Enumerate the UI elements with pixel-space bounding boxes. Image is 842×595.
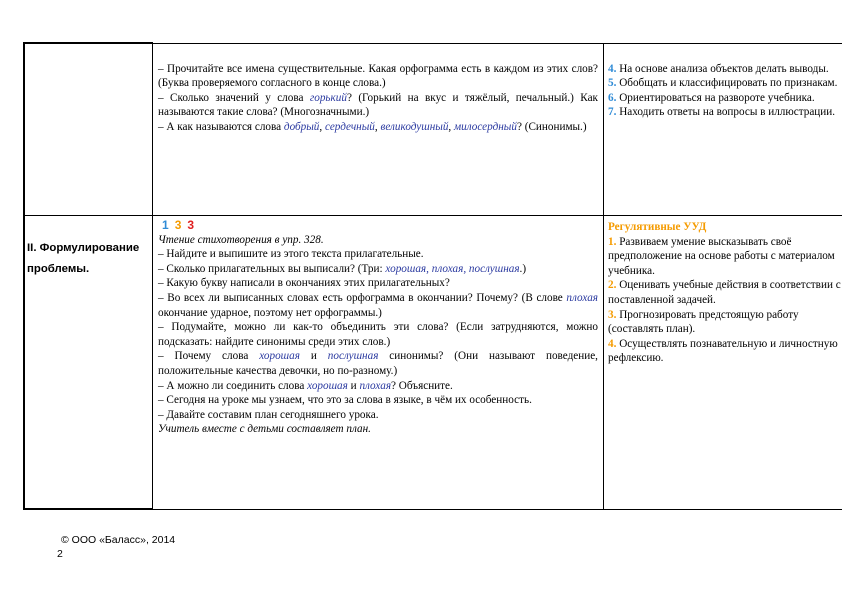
question-text: – Прочитайте все имена существительные. Какая орфограмма есть в каждом из этих слов? (Буква проверяемого согласного в конце слова.) [158,62,598,90]
highlighted-word: плохая [566,291,598,304]
teacher-note: Учитель вместе с детьми составляет план. [158,423,371,436]
question-text: – Сколько прилагательных вы выписали? (Три: хорошая, плохая, послушная.) [158,262,527,275]
question-text: – Найдите и выпишите из этого текста прилагательные. [158,248,424,261]
highlighted-word: послушная [327,350,379,363]
highlighted-word: горький [309,91,347,104]
question-text: – Сколько значений у слова горький? (Горький на вкус и тяжёлый, печальный.) Как называются такие слова? (Многозначными.) [158,91,598,119]
highlighted-word: плохая [359,379,392,392]
highlighted-word: сердечный [325,120,375,133]
question-text: – Почему слова хорошая и послушная синонимы? (Они называют поведение, положительные качества девочки, но по-разному.) [158,350,598,377]
uud-cell [604,216,842,510]
stage-cell [24,43,153,216]
activity-cell [153,216,604,510]
reading-instruction: Чтение стихотворения в упр. 328. [158,233,324,246]
question-text: – А как называются слова добрый, сердечный, великодушный, милосердный? (Синонимы.) [158,120,587,133]
activity-cell [153,43,604,216]
uud-item: 7. Находить ответы на вопросы в иллюстрации. [608,106,836,119]
uud-item: 4. На основе анализа объектов делать выводы. [608,62,829,75]
highlighted-word: милосердный [454,120,517,133]
uud-item: 4. Осуществлять познавательную и личностную рефлексию. [608,337,838,365]
uud-title: Регулятивные УУД [608,221,707,233]
question-text: – Какую букву написали в окончаниях этих прилагательных? [158,277,450,290]
uud-item: 6. Ориентироваться на развороте учебника. [608,91,815,104]
highlighted-word: добрый [283,120,320,133]
copyright-footer: © ООО «Баласс», 2014 [61,534,176,546]
stage-cell [24,216,153,510]
uud-item: 3. Прогнозировать предстоящую работу (составлять план). [608,308,799,336]
highlighted-word: хорошая [307,379,348,392]
question-text: – Сегодня на уроке мы узнаем, что это за слова в языке, в чём их особенность. [158,394,532,407]
uud-item: 1. Развиваем умение высказывать своё предположение на основе работы с материалом учебника. [608,235,835,277]
uud-item: 2. Оценивать учебные действия в соответствии с поставленной задачей. [608,279,841,306]
highlighted-word: хорошая, плохая, послушная [385,262,520,275]
uud-item: 5. Обобщать и классифицировать по признакам. [608,77,838,90]
lesson-table [23,42,842,510]
question-text: – Во всех ли выписанных словах есть орфограмма в окончании? Почему? (В слове плохая окончание ударное, поэтому нет орфограммы.) [158,291,598,319]
question-text: – А можно ли соединить слова хорошая и плохая? Объясните. [158,379,453,392]
grade-marks: 1 3 3 [162,218,195,232]
page-number: 2 [57,548,63,560]
question-text: – Подумайте, можно ли как-то объединить эти слова? (Если затрудняются, можно подсказать: найдите синонимы среди этих слов.) [158,321,598,348]
table-row [24,216,842,510]
highlighted-word: великодушный [380,120,449,133]
table-row [24,43,842,216]
uud-cell [604,43,842,216]
question-text: – Давайте составим план сегодняшнего урока. [158,408,379,421]
stage-title: II. Формулирование проблемы. [27,242,140,275]
highlighted-word: хорошая [259,350,300,363]
